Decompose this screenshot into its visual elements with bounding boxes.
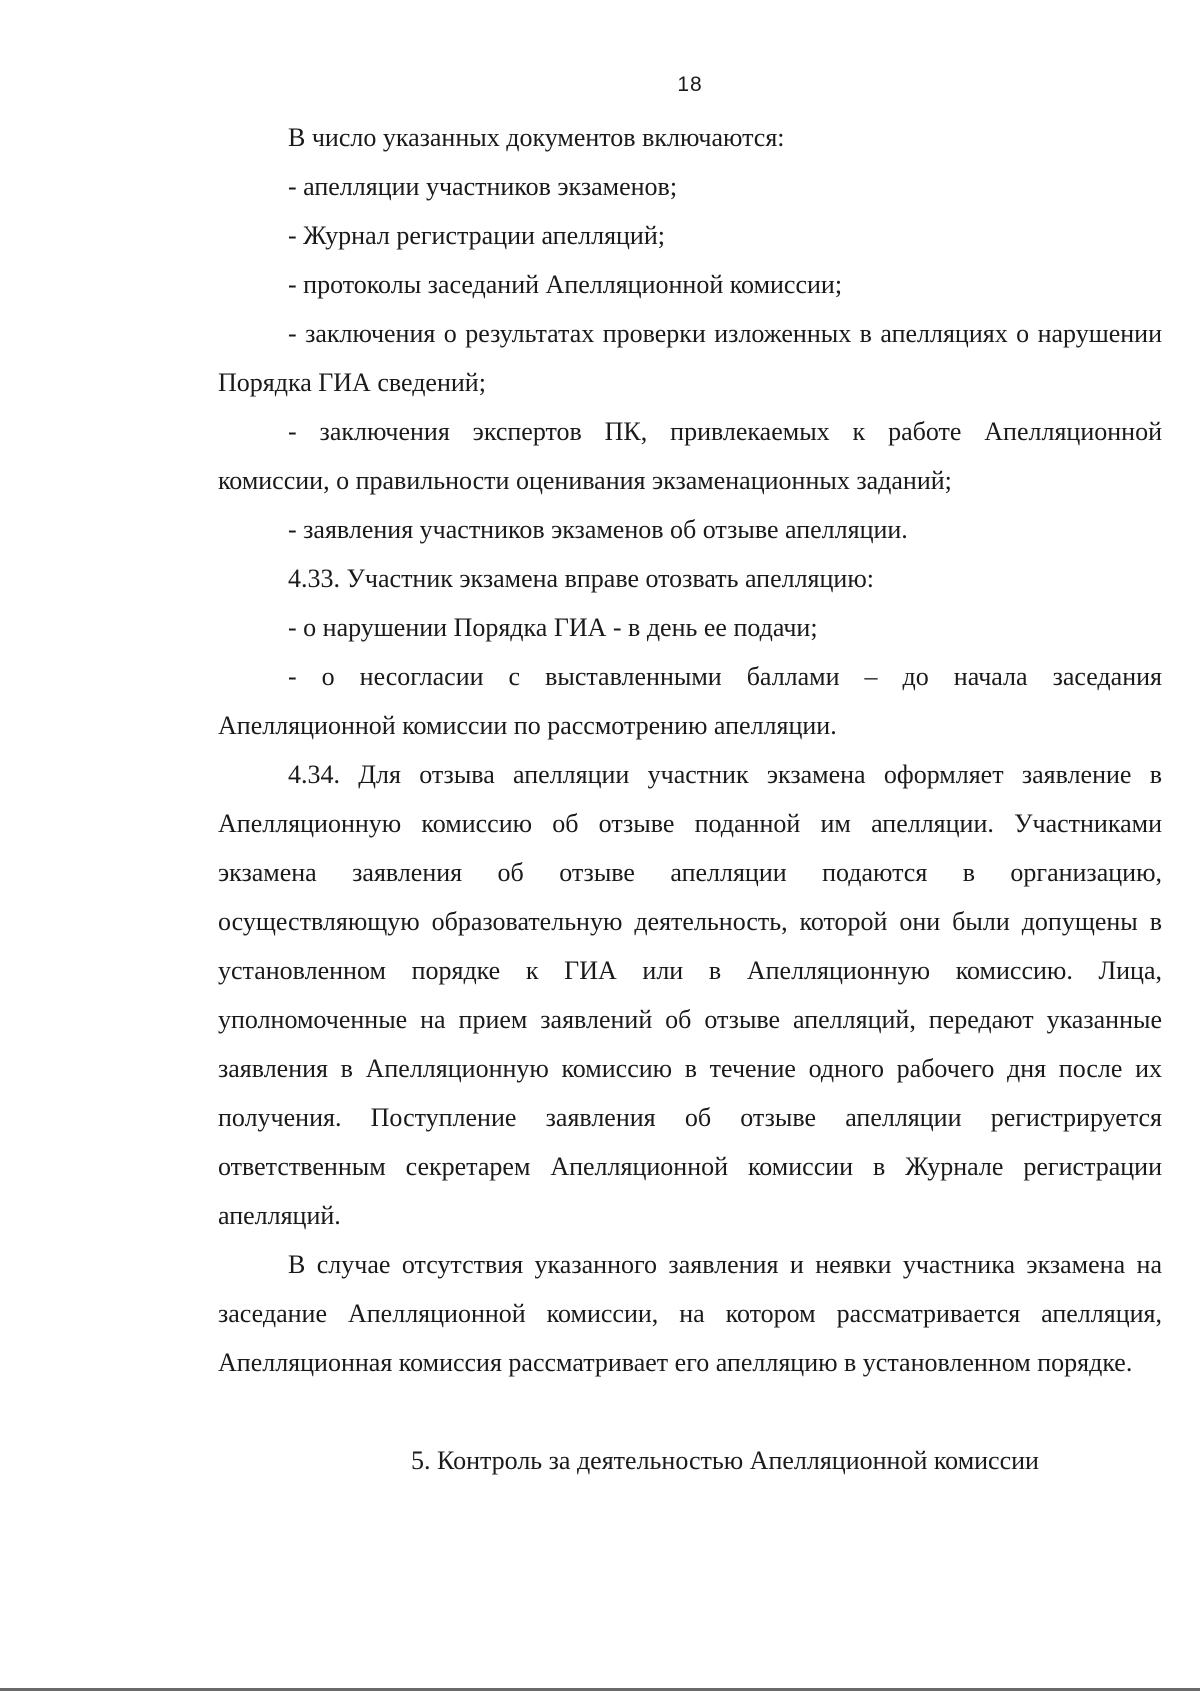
list-item-score-disagreement: - о несогласии с выставленными баллами – до начала заседания Апелляционной комиссии по рассмотрению апелляции.: [218, 662, 1162, 740]
list-item-conclusions: - заключения о результатах проверки изложенных в апелляциях о нарушении Порядка ГИА сведений;: [218, 319, 1162, 397]
list-item-journal: - Журнал регистрации апелляций;: [288, 221, 665, 250]
list-item-appeals: - апелляции участников экзаменов;: [288, 172, 678, 201]
list-item-withdrawal-statements: - заявления участников экзаменов об отзыве апелляции.: [288, 515, 908, 544]
paragraph-4-33: 4.33. Участник экзамена вправе отозвать апелляцию:: [288, 564, 874, 593]
document-body: [218, 113, 1162, 1485]
page-number: 18: [677, 73, 703, 96]
list-item-expert-conclusions: - заключения экспертов ПК, привлекаемых к работе Апелляционной комиссии, о правильности оценивания экзаменационных заданий;: [218, 417, 1162, 495]
section-heading: 5. Контроль за деятельностью Апелляционной комиссии: [411, 1446, 1039, 1475]
list-item-protocols: - протоколы заседаний Апелляционной комиссии;: [288, 270, 843, 299]
paragraph-4-34: 4.34. Для отзыва апелляции участник экзамена оформляет заявление в Апелляционную комиссию об отзыве поданной им апелляции. Участниками экзамена заявления об отзыве апелляции подаются в организацию, осуществляющую образовательную деятельность, которой они были допущены в установленном порядке к ГИА или в Апелляционную комиссию. Лица, уполномоченные на прием заявлений об отзыве апелляций, передают указанные заявления в Апелляционную комиссию в течение одного рабочего дня после их получения. Поступление заявления об отзыве апелляции регистрируется ответственным секретарем Апелляционной комиссии в Журнале регистрации апелляций.: [218, 760, 1162, 1230]
paragraph-intro: В число указанных документов включаются:: [288, 123, 785, 152]
list-item-procedure-violation: - о нарушении Порядка ГИА - в день ее подачи;: [288, 613, 818, 642]
paragraph-absence: В случае отсутствия указанного заявления и неявки участника экзамена на заседание Апелляционной комиссии, на котором рассматривается апелляция, Апелляционная комиссия рассматривает его апелляцию в установленном порядке.: [218, 1250, 1162, 1377]
